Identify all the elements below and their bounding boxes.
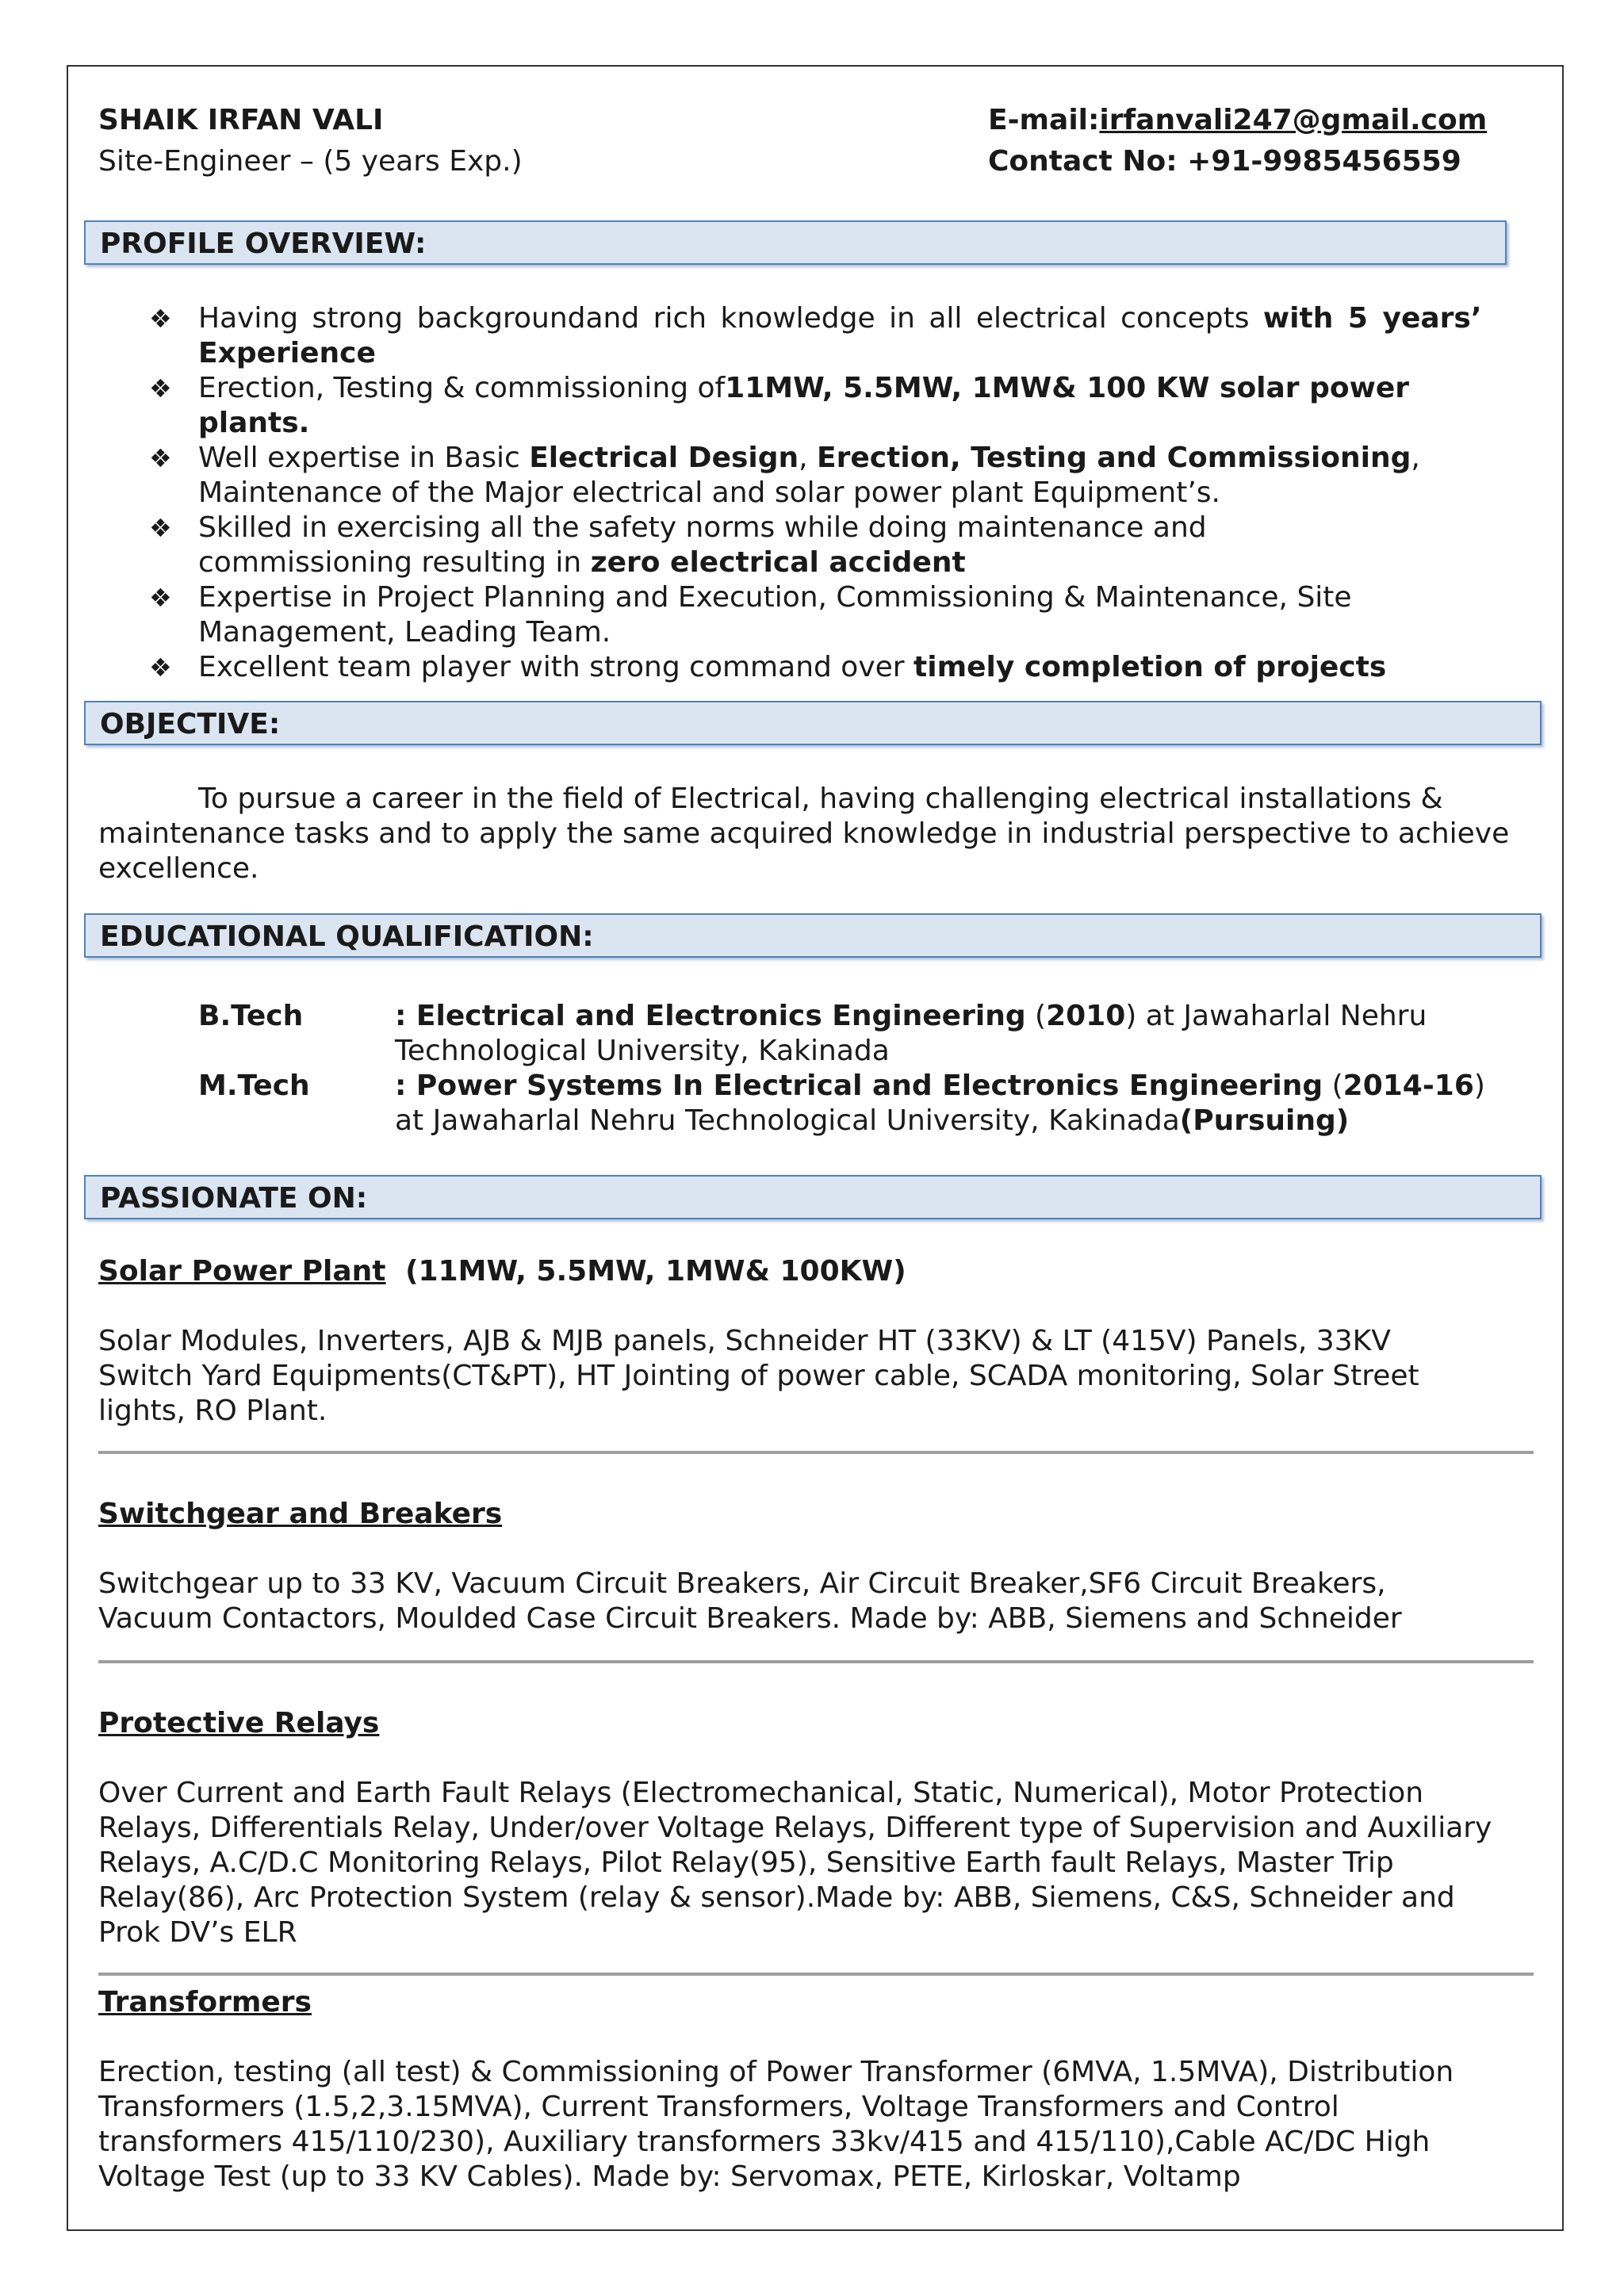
degree-detail bbox=[395, 1069, 1485, 1104]
section-title: OBJECTIVE: bbox=[100, 708, 281, 740]
course-name: : Electrical and Electronics Engineering bbox=[395, 1000, 1026, 1032]
subsection-text: Relays, Differentials Relay, Under/over Voltage Relays, Different type of Supervision and Auxiliary bbox=[98, 1812, 1492, 1844]
subsection-text: Relay(86), Arc Protection System (relay & sensor).Made by: ABB, Siemens, C&S, Schneider and bbox=[98, 1881, 1455, 1914]
text-run-bold: Erection, Testing and Commissioning bbox=[817, 442, 1411, 474]
bullet-text-cont: plants. bbox=[198, 407, 310, 439]
bullet-icon: ❖ bbox=[149, 652, 172, 683]
section-header-profile bbox=[84, 220, 1507, 265]
subsection-title: Solar Power Plant bbox=[98, 1255, 386, 1288]
bullet-text bbox=[198, 650, 1386, 685]
bullet-text bbox=[198, 441, 1420, 476]
objective-text: excellence. bbox=[98, 852, 259, 885]
subsection-text: lights, RO Plant. bbox=[98, 1395, 327, 1427]
email-label: E-mail: bbox=[988, 104, 1100, 136]
bullet-text-cont: Experience bbox=[198, 337, 376, 369]
text-run: commissioning resulting in bbox=[198, 546, 591, 579]
email-line bbox=[988, 103, 1487, 138]
text-run: ) at Jawaharlal Nehru bbox=[1125, 1000, 1427, 1032]
contact-number: Contact No: +91-9985456559 bbox=[988, 145, 1461, 178]
section-title: EDUCATIONAL QUALIFICATION: bbox=[100, 920, 594, 953]
objective-text: maintenance tasks and to apply the same acquired knowledge in industrial perspective to achieve bbox=[98, 817, 1510, 850]
course-name: : Power Systems In Electrical and Electronics Engineering bbox=[395, 1070, 1323, 1102]
degree-detail bbox=[395, 999, 1427, 1034]
subsection-text: Relays, A.C/D.C Monitoring Relays, Pilot Relay(95), Sensitive Earth fault Relays, Master Trip bbox=[98, 1846, 1394, 1879]
divider bbox=[98, 1660, 1534, 1663]
subsection-text: Vacuum Contactors, Moulded Case Circuit Breakers. Made by: ABB, Siemens and Schneider bbox=[98, 1602, 1402, 1635]
text-run-bold: zero electrical accident bbox=[590, 546, 966, 579]
degree-label: M.Tech bbox=[198, 1070, 310, 1102]
university-name bbox=[395, 1104, 1349, 1138]
text-run: Erection, Testing & commissioning of bbox=[198, 372, 726, 404]
course-year: 2010 bbox=[1046, 1000, 1126, 1032]
bullet-text: Expertise in Project Planning and Execution, Commissioning & Maintenance, Site bbox=[198, 581, 1352, 614]
section-header-education bbox=[84, 913, 1542, 958]
course-status: (Pursuing) bbox=[1179, 1104, 1350, 1137]
candidate-role: Site-Engineer – (5 years Exp.) bbox=[98, 145, 523, 178]
subsection-text: Transformers (1.5,2,3.15MVA), Current Transformers, Voltage Transformers and Control bbox=[98, 2091, 1339, 2123]
subsection-text: Voltage Test (up to 33 KV Cables). Made by: Servomax, PETE, Kirloskar, Voltamp bbox=[98, 2160, 1241, 2193]
text-run: Having strong backgroundand rich knowledge in all electrical concepts bbox=[198, 302, 1263, 335]
divider bbox=[98, 1973, 1534, 1976]
text-run-bold: timely completion of projects bbox=[914, 651, 1387, 683]
subsection-heading-transformers: Transformers bbox=[98, 1986, 312, 2019]
bullet-text bbox=[198, 301, 1482, 336]
subsection-text: Prok DV’s ELR bbox=[98, 1916, 297, 1949]
text-run-bold: 11MW, 5.5MW, 1MW& 100 KW solar power bbox=[725, 372, 1410, 404]
section-title: PASSIONATE ON: bbox=[100, 1182, 368, 1215]
text-run: at Jawaharlal Nehru Technological University, Kakinada bbox=[395, 1104, 1180, 1137]
bullet-text bbox=[198, 371, 1409, 406]
subsection-text: Erection, testing (all test) & Commissioning of Power Transformer (6MVA, 1.5MVA), Distribution bbox=[98, 2056, 1454, 2088]
text-run: Excellent team player with strong command over bbox=[198, 651, 914, 683]
email-link[interactable]: irfanvali247@gmail.com bbox=[1099, 104, 1488, 136]
bullet-text-cont: Maintenance of the Major electrical and solar power plant Equipment’s. bbox=[198, 476, 1220, 509]
divider bbox=[98, 1451, 1534, 1454]
bullet-icon: ❖ bbox=[149, 304, 172, 334]
bullet-icon: ❖ bbox=[149, 373, 172, 404]
subsection-heading-switchgear: Switchgear and Breakers bbox=[98, 1498, 503, 1530]
text-run: Well expertise in Basic bbox=[198, 442, 530, 474]
subsection-text: Switch Yard Equipments(CT&PT), HT Jointing of power cable, SCADA monitoring, Solar Street bbox=[98, 1360, 1419, 1392]
text-run: , bbox=[799, 442, 818, 474]
subsection-text: Switchgear up to 33 KV, Vacuum Circuit Breakers, Air Circuit Breaker,SF6 Circuit Breakers, bbox=[98, 1567, 1386, 1600]
bullet-icon: ❖ bbox=[149, 443, 172, 473]
subsection-heading-solar bbox=[98, 1254, 906, 1289]
degree-label: B.Tech bbox=[198, 1000, 304, 1032]
candidate-name: SHAIK IRFAN VALI bbox=[98, 104, 384, 136]
bullet-text-cont: Management, Leading Team. bbox=[198, 616, 611, 649]
bullet-text: Skilled in exercising all the safety norms while doing maintenance and bbox=[198, 511, 1207, 544]
text-run: ( bbox=[1323, 1070, 1343, 1102]
text-run-bold: with 5 years’ bbox=[1262, 302, 1482, 335]
section-header-passion bbox=[84, 1175, 1542, 1219]
text-run: ( bbox=[1025, 1000, 1047, 1032]
course-year: 2014-16 bbox=[1342, 1070, 1474, 1102]
subsection-text: transformers 415/110/230), Auxiliary transformers 33kv/415 and 415/110),Cable AC/DC High bbox=[98, 2126, 1431, 2158]
bullet-icon: ❖ bbox=[149, 583, 172, 613]
capacity-label: (11MW, 5.5MW, 1MW& 100KW) bbox=[405, 1255, 906, 1288]
objective-text: To pursue a career in the field of Electrical, having challenging electrical installations & bbox=[198, 783, 1443, 815]
bullet-icon: ❖ bbox=[149, 513, 172, 543]
university-name: Technological University, Kakinada bbox=[395, 1035, 890, 1067]
text-run: , bbox=[1411, 442, 1420, 474]
text-run: ) bbox=[1473, 1070, 1485, 1102]
subsection-text: Over Current and Earth Fault Relays (Electromechanical, Static, Numerical), Motor Protection bbox=[98, 1777, 1424, 1809]
subsection-text: Solar Modules, Inverters, AJB & MJB panels, Schneider HT (33KV) & LT (415V) Panels, 33KV bbox=[98, 1325, 1391, 1357]
subsection-heading-relays: Protective Relays bbox=[98, 1707, 380, 1739]
section-title: PROFILE OVERVIEW: bbox=[100, 228, 427, 260]
section-header-objective bbox=[84, 701, 1542, 745]
bullet-text-cont bbox=[198, 545, 966, 580]
text-run-bold: Electrical Design bbox=[529, 442, 799, 474]
